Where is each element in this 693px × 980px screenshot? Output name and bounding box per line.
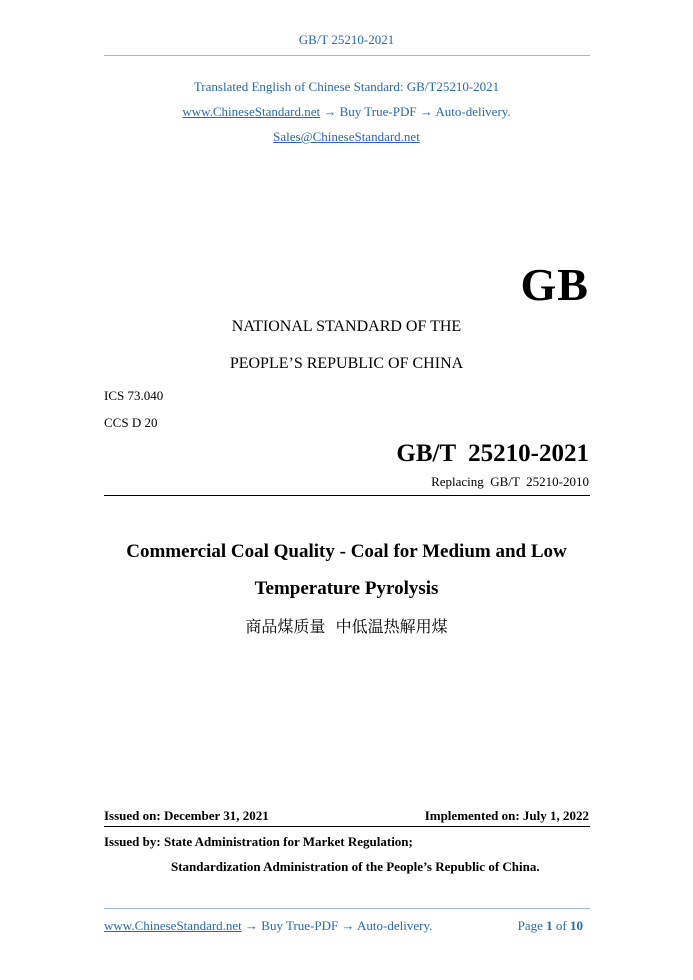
buy-pdf-text: Buy True-PDF: [339, 104, 417, 119]
footer-divider: [104, 908, 590, 909]
replacing-note: Replacing GB/T 25210-2010: [431, 474, 589, 489]
running-header: GB/T 25210-2021: [298, 32, 395, 47]
issued-by-line1: Issued by: State Administration for Market Regulation;: [104, 834, 413, 849]
title-line2: Temperature Pyrolysis: [254, 578, 439, 599]
arrow-right-icon: →: [245, 918, 259, 933]
issued-by-line2: Standardization Administration of the People’s Republic of China.: [171, 859, 540, 874]
ics-code: ICS 73.040: [104, 388, 164, 403]
page-indicator: [518, 918, 583, 934]
implemented-on: Implemented on: July 1, 2022: [424, 808, 589, 823]
title-chinese: 商品煤质量 中低温热解用煤: [245, 617, 448, 636]
promo-links: [0, 104, 693, 120]
issued-divider: [104, 826, 590, 827]
footer-links: [104, 918, 432, 934]
issued-on: Issued on: December 31, 2021: [104, 808, 269, 823]
promo-email: [0, 129, 693, 145]
promo-line: Translated English of Chinese Standard: GB/T25210-2021: [193, 79, 500, 94]
email-link[interactable]: Sales@ChineseStandard.net: [273, 129, 420, 144]
footer-delivery-text: Auto-delivery.: [357, 918, 433, 933]
arrow-right-icon: →: [323, 104, 337, 119]
ccs-code: CCS D 20: [104, 415, 158, 430]
standard-number: GB/T 25210-2021: [396, 440, 589, 467]
title-line1: Commercial Coal Quality - Coal for Medium and Low: [126, 541, 567, 562]
auto-delivery-text: Auto-delivery.: [435, 104, 511, 119]
footer-buy-text: Buy True-PDF: [261, 918, 339, 933]
footer-site-link[interactable]: www.ChineseStandard.net: [104, 918, 242, 933]
national-standard-line1: NATIONAL STANDARD OF THE: [231, 318, 462, 335]
site-link[interactable]: www.ChineseStandard.net: [182, 104, 321, 119]
page-label: Page: [517, 918, 543, 933]
of-label: of: [555, 918, 567, 933]
gb-logo: GB: [520, 259, 589, 310]
national-standard-line2: PEOPLE’S REPUBLIC OF CHINA: [229, 355, 464, 372]
page-total: 10: [570, 918, 583, 933]
header-divider: [104, 55, 590, 56]
page-number: 1: [546, 918, 553, 933]
arrow-right-icon: →: [341, 918, 355, 933]
arrow-right-icon: →: [419, 104, 433, 119]
number-divider: [104, 495, 590, 496]
